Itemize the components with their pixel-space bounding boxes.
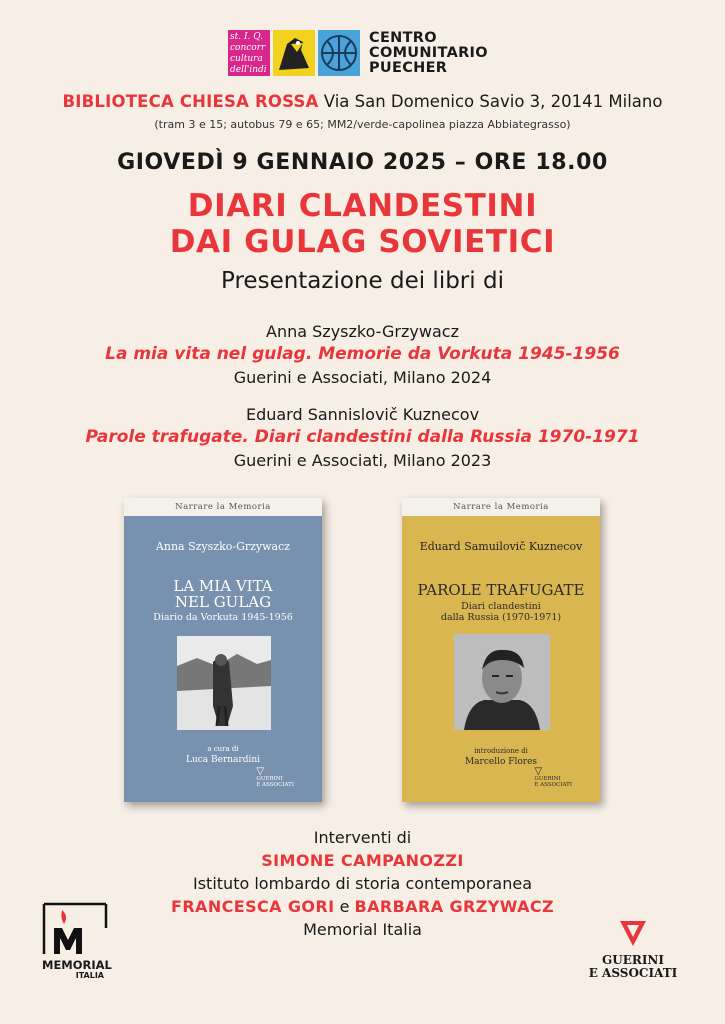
affiliation-1: Istituto lombardo di storia contemporanea (193, 874, 532, 893)
book-2-info (0, 403, 725, 472)
logo-bird-icon (273, 30, 315, 76)
venue-name: BIBLIOTECA CHIESA ROSSA (62, 92, 319, 111)
title-line-2: DAI GULAG SOVIETICI (169, 224, 556, 260)
venue-line (0, 92, 725, 111)
book-2-author: Eduard Sannislovič Kuznecov (245, 405, 480, 424)
event-title (0, 188, 725, 260)
memorial-flame-icon (42, 902, 108, 954)
guerini-logo (578, 918, 688, 980)
cover-2-credit: introduzione di Marcello Flores (464, 747, 538, 767)
logo-isc: st. I. Q. concorr cultura dell'indi (228, 30, 270, 76)
header-logos (228, 30, 488, 76)
cover-1-publisher: ▽ GUERINI E ASSOCIATI (256, 766, 294, 788)
cover-2-publisher: ▽ GUERINI E ASSOCIATI (534, 766, 572, 788)
cover-1-title: LA MIA VITA NEL GULAG (173, 577, 273, 611)
title-line-1: DIARI CLANDESTINI (187, 188, 538, 224)
book-1-info (0, 320, 725, 389)
speaker-2a: FRANCESCA GORI (170, 897, 335, 916)
cover-2-series: Narrare la Memoria (402, 498, 600, 516)
memorial-italia-logo: MEMORIAL ITALIA (42, 902, 108, 976)
speakers-2-line (0, 895, 725, 918)
book-cover-1 (124, 498, 322, 802)
book-2-title: Parole trafugate. Diari clandestini dalla Russia 1970-1971 (85, 427, 640, 447)
cover-2-photo (454, 634, 550, 730)
cover-1-author: Anna Szyszko-Grzywacz (155, 540, 291, 553)
cover-1-photo (177, 636, 271, 730)
book-1-title: La mia vita nel gulag. Memorie da Vorkuta 1945-1956 (105, 344, 620, 364)
event-date: GIOVEDÌ 9 GENNAIO 2025 – ORE 18.00 (117, 150, 608, 175)
transit-info: (tram 3 e 15; autobus 79 e 65; MM2/verde-capolinea piazza Abbiategrasso) (154, 118, 571, 131)
presentation-heading: Presentazione dei libri di (221, 268, 504, 294)
cover-1-credit: a cura di Luca Bernardini (185, 745, 261, 765)
venue-address: Via San Domenico Savio 3, 20141 Milano (323, 92, 663, 111)
cover-2-title: PAROLE TRAFUGATE (417, 581, 585, 599)
interventions-label: Interventi di (313, 828, 412, 847)
book-2-publisher: Guerini e Associati, Milano 2023 (233, 451, 492, 470)
cover-2-author: Eduard Samuilovič Kuznecov (419, 540, 583, 553)
guerini-triangle-icon (618, 918, 648, 948)
centro-comunitario-logo-text: CENTRO COMUNITARIO PUECHER (369, 29, 488, 76)
speaker-1: SIMONE CAMPANOZZI (261, 851, 464, 870)
speaker-conjunction: e (339, 897, 350, 916)
guerini-text: GUERINI E ASSOCIATI (588, 953, 678, 980)
logo-basketball-icon (318, 30, 360, 76)
cover-2-subtitle: Diari clandestini dalla Russia (1970-1971) (440, 601, 562, 623)
book-1-author: Anna Szyszko-Grzywacz (266, 322, 459, 341)
book-cover-2 (402, 498, 600, 802)
book-1-publisher: Guerini e Associati, Milano 2024 (233, 368, 492, 387)
cover-1-subtitle: Diario da Vorkuta 1945-1956 (153, 612, 293, 623)
speaker-2b: BARBARA GRZYWACZ (354, 897, 554, 916)
cover-1-series: Narrare la Memoria (124, 498, 322, 516)
affiliation-2: Memorial Italia (303, 920, 422, 939)
